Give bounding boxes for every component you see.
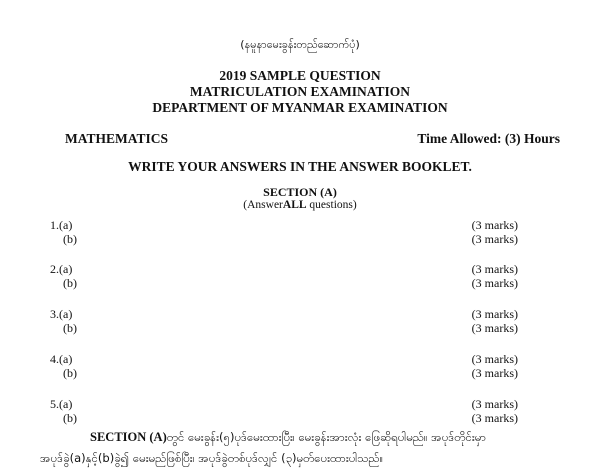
footer-note-line-2: အပုဒ်ခွဲ(a)နှင့်(b)ခွဲ၍ မေးမည်ဖြစ်ပြီး၊ အပုဒ်ခွဲတစ်ပုဒ်လျှင် (၃)မှတ်ပေးထားပါသည်။ xyxy=(40,451,384,465)
question-4-marks-b: (3 marks) xyxy=(471,366,518,380)
question-1-marks-a: (3 marks) xyxy=(471,218,518,232)
question-5-marks-a: (3 marks) xyxy=(471,397,518,411)
section-subtitle-emphasis: ALL xyxy=(282,199,307,211)
title-line-3: DEPARTMENT OF MYANMAR EXAMINATION xyxy=(152,100,448,115)
question-5-part-b: (b) xyxy=(63,411,77,425)
question-1-part-b: (b) xyxy=(63,232,77,246)
question-3-marks-a: (3 marks) xyxy=(471,307,518,321)
time-allowed: Time Allowed: (3) Hours xyxy=(417,131,560,146)
question-2-part-b: (b) xyxy=(63,276,77,290)
question-3-marks-b: (3 marks) xyxy=(471,321,518,335)
title-line-1: 2019 SAMPLE QUESTION xyxy=(219,68,381,83)
question-5-marks-b: (3 marks) xyxy=(471,411,518,425)
question-2-marks-a: (3 marks) xyxy=(471,262,518,276)
section-subtitle-suffix: questions) xyxy=(306,199,357,211)
title-line-2: MATRICULATION EXAMINATION xyxy=(189,84,411,99)
question-1-marks-b: (3 marks) xyxy=(471,232,518,246)
section-title: SECTION (A) xyxy=(263,185,337,199)
question-2-marks-b: (3 marks) xyxy=(471,276,518,290)
question-5-part-a: 5.(a) xyxy=(50,397,73,411)
question-4-part-b: (b) xyxy=(63,366,77,380)
top-note: (နမူနာမေးခွန်းတည်ဆောက်ပုံ) xyxy=(240,38,360,51)
section-subtitle xyxy=(0,199,600,211)
subject-label: MATHEMATICS xyxy=(65,131,169,146)
footer-note-section-ref: SECTION (A) xyxy=(90,430,167,444)
section-subtitle-prefix: (Answer xyxy=(243,199,283,211)
question-1-part-a: 1.(a) xyxy=(50,218,73,232)
question-2-part-a: 2.(a) xyxy=(50,262,73,276)
answer-instruction: WRITE YOUR ANSWERS IN THE ANSWER BOOKLET. xyxy=(128,159,472,174)
footer-note-line-1-text: တွင် မေးခွန်း(၅)ပုဒ်မေးထားပြီး၊ မေးခွန်းအားလုံး ဖြေဆိုရပါမည်။ အပုဒ်တိုင်းမှာ xyxy=(166,430,487,444)
question-4-marks-a: (3 marks) xyxy=(471,352,518,366)
footer-note-line-1 xyxy=(90,430,590,447)
question-4-part-a: 4.(a) xyxy=(50,352,73,366)
question-3-part-b: (b) xyxy=(63,321,77,335)
question-3-part-a: 3.(a) xyxy=(50,307,73,321)
